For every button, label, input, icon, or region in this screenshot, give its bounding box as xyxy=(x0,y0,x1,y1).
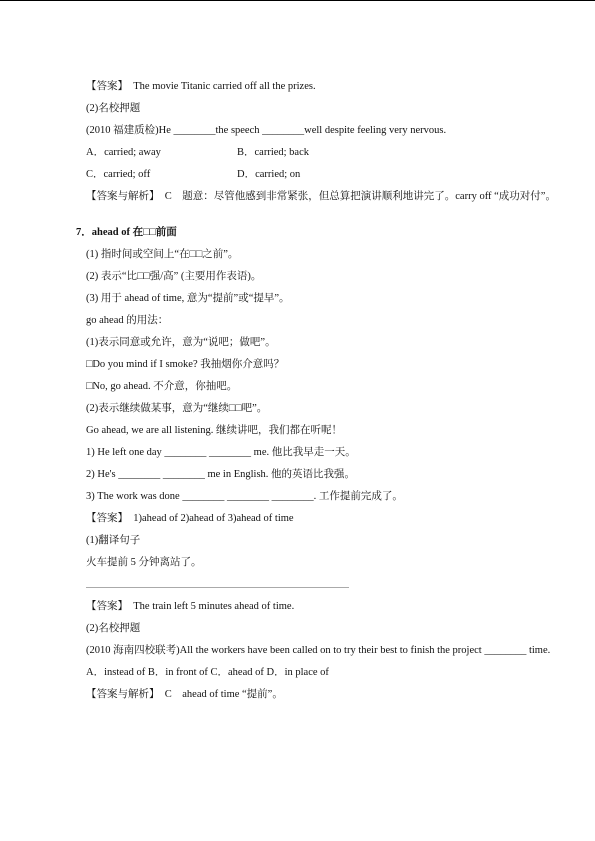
question-text-2: (2010 海南四校联考)All the workers have been called on to try their best to finish the project ________ time. xyxy=(86,645,551,656)
section-heading: 7．ahead of 在□□前面 xyxy=(76,227,177,238)
options-row-1 xyxy=(86,142,556,164)
usage-point-2: (2) 表示“比□□强/高” (主要用作表语)。 xyxy=(86,271,262,282)
translate-heading: (1)翻译句子 xyxy=(86,535,141,546)
go-ahead-usage-2: (2)表示继续做某事，意为“继续□□吧”。 xyxy=(86,403,268,414)
example-question: □Do you mind if I smoke? 我抽烟你介意吗？ xyxy=(86,359,285,370)
translate-answer: 【答案】 The train left 5 minutes ahead of time. xyxy=(86,601,295,612)
top-border-rule xyxy=(0,0,595,1)
usage-point-3: (3) 用于 ahead of time, 意为“提前”或“提早”。 xyxy=(86,293,290,304)
answer-explanation-2: 【答案与解析】 C ahead of time “提前”。 xyxy=(86,689,283,700)
option-c: C．carried; off xyxy=(86,169,151,180)
option-a: A．carried; away xyxy=(86,147,161,158)
go-ahead-heading: go ahead 的用法： xyxy=(86,315,169,326)
translate-prompt: 火车提前 5 分钟离站了。 xyxy=(86,557,202,568)
option-b: B．carried; back xyxy=(237,147,310,158)
exercise-2: 2) He's ________ ________ me in English. 他的英语比我强。 xyxy=(86,469,356,480)
subsection-label: (2)名校押题 xyxy=(86,103,141,114)
exercise-answer: 【答案】 1)ahead of 2)ahead of 3)ahead of time xyxy=(86,513,294,524)
answer-blank-line xyxy=(86,574,556,596)
go-ahead-usage-1: (1)表示同意或允许，意为“说吧；做吧”。 xyxy=(86,337,276,348)
option-d: D．carried; on xyxy=(237,169,301,180)
document-body xyxy=(76,76,556,706)
usage-point-1: (1) 指时间或空间上“在□□之前”。 xyxy=(86,249,239,260)
example-answer: □No, go ahead. 不介意，你抽吧。 xyxy=(86,381,238,392)
subsection-label-2: (2)名校押题 xyxy=(86,623,141,634)
options-row-3: A．instead of B．in front of C．ahead of D．in place of xyxy=(86,667,329,678)
options-row-2 xyxy=(86,164,556,186)
exercise-3: 3) The work was done ________ ________ ________. 工作提前完成了。 xyxy=(86,491,403,502)
answer-line: 【答案】 The movie Titanic carried off all the prizes. xyxy=(86,81,316,92)
example-sentence: Go ahead, we are all listening. 继续讲吧，我们都在听呢！ xyxy=(86,425,343,436)
answer-explanation: 【答案与解析】 C 题意：尽管他感到非常紧张，但总算把演讲顺利地讲完了。carry off “成功对付”。 xyxy=(86,191,556,202)
question-text: (2010 福建质检)He ________the speech ________well despite feeling very nervous. xyxy=(86,125,447,136)
exercise-1: 1) He left one day ________ ________ me. 他比我早走一天。 xyxy=(86,447,356,458)
